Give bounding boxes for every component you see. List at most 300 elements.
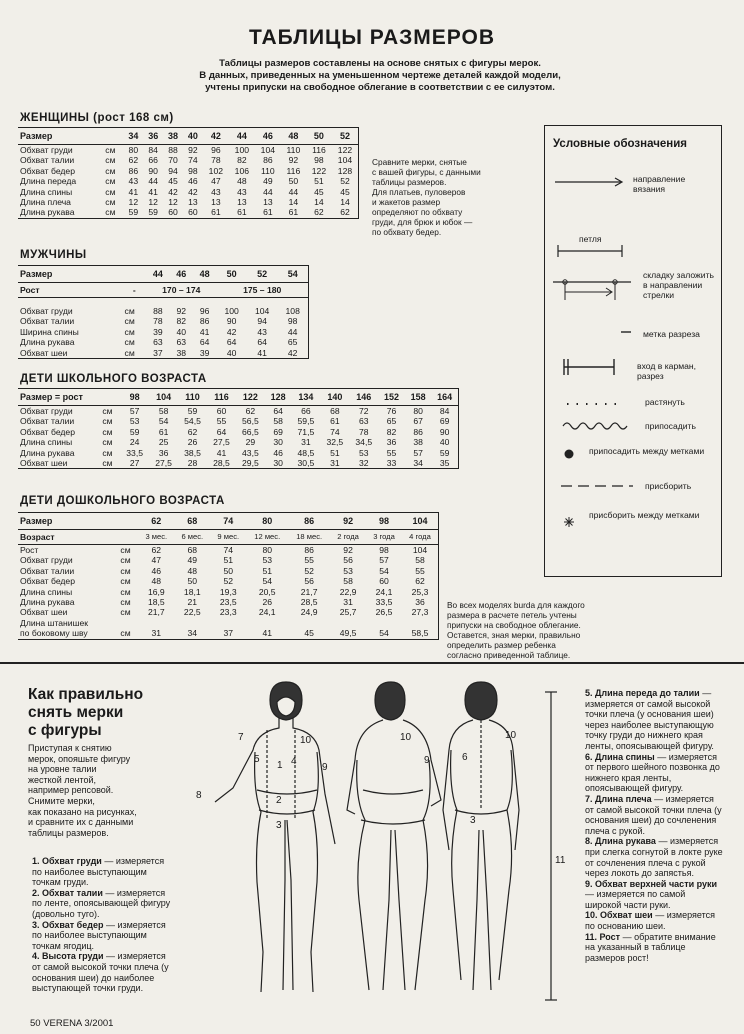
intro-line: мерок, опояшьте фигуру bbox=[28, 753, 131, 764]
row-unit: см bbox=[102, 437, 113, 448]
age-cell: 6 мес. bbox=[174, 530, 210, 545]
table-cell: 31 bbox=[343, 597, 353, 608]
legend-fold: складку заложить в направлении стрелки bbox=[643, 270, 714, 300]
dashed-line-icon bbox=[559, 483, 635, 489]
row-label: Обхват бедер bbox=[20, 165, 75, 176]
note-line: таблицы размеров. bbox=[372, 177, 447, 187]
measurement-text: — измеряется при слегка согнутой в локте руке от сочленения плеча с рукой через локоть до запястья. bbox=[585, 836, 723, 879]
table-cell: 13 bbox=[263, 197, 273, 208]
table-cell: 26,5 bbox=[375, 607, 393, 618]
howto-title-line: с фигуры bbox=[28, 722, 102, 739]
table-row bbox=[18, 437, 458, 447]
size-header: 98 bbox=[366, 513, 402, 530]
table-cell: 56 bbox=[304, 576, 314, 587]
table-cell: 96 bbox=[211, 145, 221, 155]
table-cell: 98 bbox=[188, 165, 198, 176]
table-cell: 69 bbox=[273, 426, 283, 437]
figure-label-11: 11 bbox=[555, 855, 566, 866]
table-cell: 55 bbox=[415, 565, 425, 576]
table-cell: 54 bbox=[379, 565, 389, 576]
row-label: Обхват шеи bbox=[20, 607, 68, 618]
measurement-list-left bbox=[32, 856, 172, 994]
age-cell: 9 мес. bbox=[210, 530, 246, 545]
row-unit: см bbox=[120, 597, 131, 608]
table-cell: 36 bbox=[158, 447, 169, 458]
table-cell: 34 bbox=[413, 458, 423, 469]
row-label: Длина плеча bbox=[20, 197, 71, 208]
table-cell: 108 bbox=[285, 306, 300, 316]
table-cell: 47 bbox=[211, 176, 221, 187]
table-cell: 21,7 bbox=[147, 607, 165, 618]
measurement-text: — измеряется по наиболее выступающим точкам ягодиц. bbox=[32, 919, 166, 951]
table-cell: 92 bbox=[188, 145, 198, 155]
measurement-text: — измеряется по самой широкой части руки. bbox=[585, 889, 686, 910]
table-cell: 34,5 bbox=[355, 437, 373, 448]
table-cell: 13 bbox=[188, 197, 198, 208]
row-label: Обхват шеи bbox=[20, 458, 68, 469]
preschool-note bbox=[447, 600, 607, 660]
table-cell: 60 bbox=[216, 406, 227, 416]
table-cell: 54 bbox=[379, 628, 389, 639]
table-cell: 41 bbox=[199, 326, 210, 337]
table-row bbox=[18, 555, 438, 565]
table-cell: 25,7 bbox=[339, 607, 357, 618]
measurement-text: — измеряется от самой высокой точки плеча (у основания шеи) до сочленения плеча с рукой. bbox=[585, 793, 722, 836]
table-row bbox=[18, 316, 308, 326]
row-unit: см bbox=[102, 416, 113, 427]
age-cell: 3 мес. bbox=[138, 530, 174, 545]
table-cell: 86 bbox=[263, 155, 273, 166]
table-row bbox=[18, 348, 308, 358]
table-cell: 86 bbox=[413, 426, 423, 437]
height-range: 170 – 174 bbox=[146, 283, 216, 298]
legend-title: Условные обозначения bbox=[553, 138, 688, 150]
size-header: 52 bbox=[247, 266, 278, 283]
age-cell: 4 года bbox=[402, 530, 438, 545]
row-label: Рост bbox=[20, 545, 39, 555]
table-cell: 98 bbox=[287, 316, 298, 327]
row-label: Длина рукава bbox=[20, 337, 75, 348]
intro-text bbox=[80, 58, 680, 94]
table-cell: 32,5 bbox=[326, 437, 344, 448]
table-cell: 98 bbox=[314, 155, 324, 166]
row-label: Длина переда bbox=[20, 176, 77, 187]
measurement-item bbox=[585, 910, 723, 931]
row-label: Длина рукава bbox=[20, 597, 75, 608]
table-row bbox=[18, 187, 358, 197]
table-cell: 41 bbox=[216, 447, 227, 458]
pocket-mark-icon bbox=[561, 358, 617, 376]
table-cell: 94 bbox=[168, 165, 178, 176]
table-row bbox=[18, 628, 438, 638]
age-cell: 18 мес. bbox=[288, 530, 330, 545]
height-dash: - bbox=[123, 283, 147, 298]
table-cell: 52 bbox=[304, 565, 314, 576]
table-cell: 25 bbox=[158, 437, 169, 448]
table-cell: 38 bbox=[176, 347, 187, 358]
size-header: 110 bbox=[178, 389, 207, 406]
size-header: 86 bbox=[288, 513, 330, 530]
legend-pocket: вход в карман, разрез bbox=[637, 361, 697, 381]
figure-label-6: 6 bbox=[462, 752, 468, 763]
table-cell: 34 bbox=[187, 628, 198, 639]
row-label: Обхват талии bbox=[20, 565, 75, 576]
table-cell: 65 bbox=[287, 337, 298, 348]
table-cell: 51 bbox=[314, 176, 324, 187]
table-cell: 64 bbox=[216, 426, 227, 437]
table-row bbox=[18, 166, 358, 176]
table-cell: 13 bbox=[211, 197, 221, 208]
age-label: Возраст bbox=[18, 530, 138, 545]
table-cell: 22,9 bbox=[339, 586, 357, 597]
table-cell: 106 bbox=[234, 165, 250, 176]
table-cell: 58 bbox=[158, 406, 169, 416]
size-header: 68 bbox=[174, 513, 210, 530]
table-cell: 21 bbox=[187, 597, 198, 608]
table-cell: 50 bbox=[288, 176, 299, 187]
row-unit: см bbox=[105, 145, 116, 155]
table-cell: 18,5 bbox=[147, 597, 165, 608]
asterisk-icon bbox=[563, 516, 575, 528]
figure-label-9-side: 9 bbox=[424, 755, 430, 766]
table-row bbox=[18, 416, 458, 426]
legend-ease-between: припосадить между метками bbox=[589, 446, 705, 456]
table-cell: 104 bbox=[260, 145, 276, 155]
table-cell: 55 bbox=[216, 416, 227, 427]
women-title: ЖЕНЩИНЫ (рост 168 см) bbox=[20, 112, 174, 124]
figure-label-10-side: 10 bbox=[400, 732, 412, 743]
size-header: 134 bbox=[291, 389, 320, 406]
table-cell: 66 bbox=[148, 155, 158, 166]
row-unit: см bbox=[102, 426, 113, 437]
table-cell: 26 bbox=[187, 437, 198, 448]
table-cell: 62 bbox=[314, 207, 324, 218]
women-table-box bbox=[18, 127, 359, 219]
table-cell: 94 bbox=[257, 316, 267, 327]
table-cell: 62 bbox=[187, 426, 198, 437]
figure-label-8: 8 bbox=[196, 790, 202, 801]
row-label: Длина спины bbox=[20, 186, 73, 197]
table-cell: 74 bbox=[223, 545, 234, 555]
table-cell: 66,5 bbox=[242, 426, 259, 437]
table-cell: 62 bbox=[128, 155, 139, 166]
intro-line: жесткой лентой, bbox=[28, 774, 97, 785]
figure-label-3-back: 3 bbox=[470, 815, 476, 826]
size-header: 50 bbox=[216, 266, 247, 283]
table-row bbox=[18, 406, 458, 417]
table-cell: 42 bbox=[226, 326, 237, 337]
legend-loop: петля bbox=[579, 234, 602, 244]
women-note bbox=[372, 157, 512, 237]
row-unit: см bbox=[124, 306, 135, 316]
table-cell: 35 bbox=[439, 458, 450, 469]
howto-title-line: снять мерки bbox=[28, 704, 124, 721]
table-cell: 78 bbox=[359, 426, 369, 437]
intro-line: например репсовой. bbox=[28, 785, 114, 796]
table-cell: 22,5 bbox=[183, 607, 201, 618]
table-cell: 44 bbox=[288, 186, 299, 197]
measurement-title: 10. Обхват шеи bbox=[585, 910, 653, 921]
measurement-item bbox=[32, 888, 172, 920]
table-cell: 67 bbox=[413, 416, 423, 427]
table-cell: 30 bbox=[273, 437, 283, 448]
table-cell: 53 bbox=[129, 416, 140, 427]
size-header: 92 bbox=[330, 513, 366, 530]
table-cell: 14 bbox=[314, 197, 324, 208]
intro-line: учтены припуски на свободное облегание в соответствии с ее силуэтом. bbox=[205, 82, 555, 93]
spacer-cell bbox=[18, 298, 308, 307]
table-cell: 13 bbox=[237, 197, 247, 208]
row-unit: см bbox=[120, 545, 131, 555]
figure-label-10: 10 bbox=[300, 735, 312, 746]
size-header: 152 bbox=[378, 389, 405, 406]
table-cell: 45 bbox=[304, 628, 314, 639]
row-unit: см bbox=[120, 628, 131, 639]
table-cell: 86 bbox=[128, 165, 139, 176]
measurement-item bbox=[585, 836, 723, 878]
table-cell: 68 bbox=[330, 406, 340, 416]
size-header: 50 bbox=[306, 128, 332, 145]
table-cell: 110 bbox=[260, 165, 275, 176]
table-cell: 48 bbox=[151, 576, 162, 587]
note-line: размера в расчете петель учтены bbox=[447, 610, 577, 620]
note-line: Во всех моделях burda для каждого bbox=[447, 600, 585, 610]
section-divider bbox=[0, 662, 744, 664]
table-cell: 32 bbox=[359, 458, 369, 469]
table-cell: 59 bbox=[439, 447, 450, 458]
age-cell: 3 года bbox=[366, 530, 402, 545]
empty-cell bbox=[138, 618, 438, 628]
table-cell: 38 bbox=[413, 437, 423, 448]
table-cell: 45 bbox=[314, 186, 324, 197]
legend-direction: направление вязания bbox=[633, 174, 686, 194]
women-table bbox=[18, 128, 358, 218]
table-cell: 38,5 bbox=[184, 447, 201, 458]
table-row bbox=[18, 545, 438, 556]
row-unit: см bbox=[105, 207, 116, 218]
figure-label-4: 4 bbox=[291, 756, 297, 767]
table-cell: 64 bbox=[273, 406, 283, 416]
measurement-text: — обратите внимание на указанный в таблице размеров рост! bbox=[585, 931, 716, 963]
row-unit: см bbox=[120, 576, 131, 587]
table-cell: 24 bbox=[129, 437, 140, 448]
measurement-title: 6. Длина спины bbox=[585, 751, 655, 762]
table-cell: 110 bbox=[286, 145, 301, 155]
table-cell: 47 bbox=[151, 555, 162, 566]
table-cell: 29,5 bbox=[242, 458, 259, 469]
table-cell: 46 bbox=[273, 447, 283, 458]
table-cell: 48 bbox=[187, 565, 198, 576]
table-cell: 62 bbox=[151, 545, 162, 555]
measurement-list-right bbox=[585, 688, 723, 963]
height-label: Рост bbox=[18, 283, 123, 298]
table-cell: 62 bbox=[415, 576, 425, 587]
row-label: Ширина спины bbox=[20, 326, 79, 337]
row-label: Обхват груди bbox=[20, 306, 73, 316]
table-cell: 96 bbox=[199, 306, 210, 316]
table-row bbox=[18, 597, 438, 607]
men-table-box bbox=[18, 265, 309, 359]
size-header: 122 bbox=[236, 389, 265, 406]
measurement-text: — измеряется от самой высокой точки плеча (у основания шеи) через наиболее выступающую точку груди до нижнего края ленты, опоясывающей фигуру. bbox=[585, 688, 714, 751]
measurement-title: 2. Обхват талии bbox=[32, 887, 103, 898]
table-cell: 12 bbox=[148, 197, 158, 208]
measurement-title: 3. Обхват бедер bbox=[32, 919, 104, 930]
table-cell: 58,5 bbox=[411, 628, 429, 639]
table-cell: 116 bbox=[312, 145, 326, 155]
table-cell: 43 bbox=[211, 186, 221, 197]
note-line: Для платьев, пуловеров bbox=[372, 187, 466, 197]
size-header: 146 bbox=[349, 389, 378, 406]
table-cell: 51 bbox=[330, 447, 340, 458]
table-header-row bbox=[18, 128, 358, 145]
table-cell: 62 bbox=[245, 406, 256, 416]
row-unit: см bbox=[102, 447, 113, 458]
table-cell: 60 bbox=[168, 207, 178, 218]
table-cell: 27,3 bbox=[411, 607, 429, 618]
table-cell: 128 bbox=[337, 165, 353, 176]
intro-line: таблицы размеров. bbox=[28, 827, 109, 838]
header-label: Размер bbox=[18, 513, 138, 530]
row-unit: см bbox=[124, 347, 135, 358]
table-cell: 104 bbox=[412, 545, 428, 555]
measurement-title: 9. Обхват верхней части руки bbox=[585, 878, 718, 889]
measurement-item bbox=[585, 688, 723, 752]
legend-stitch-between: присборить между метками bbox=[589, 510, 700, 520]
height-range: 175 – 180 bbox=[216, 283, 308, 298]
table-cell: 80 bbox=[128, 145, 139, 155]
table-cell: 78 bbox=[211, 155, 221, 166]
table-cell: 45 bbox=[168, 176, 178, 187]
header-label: Размер = рост bbox=[18, 389, 120, 406]
measurement-text: — измеряется по основанию шеи. bbox=[585, 910, 715, 932]
table-cell: 59,5 bbox=[297, 416, 315, 427]
measurement-title: 8. Длина рукава bbox=[585, 836, 656, 847]
figure-label-10-back: 10 bbox=[505, 730, 517, 741]
table-row bbox=[18, 607, 438, 617]
table-cell: 25,3 bbox=[411, 586, 429, 597]
howto-title-line: Как правильно bbox=[28, 686, 144, 703]
table-cell: 76 bbox=[386, 406, 397, 416]
figure-label-9: 9 bbox=[322, 762, 328, 773]
loop-line-icon bbox=[555, 244, 625, 258]
size-header: 46 bbox=[170, 266, 193, 283]
table-cell: 84 bbox=[439, 406, 450, 416]
table-cell: 54 bbox=[262, 576, 272, 587]
size-header: 44 bbox=[229, 128, 255, 145]
measurement-title: 4. Высота груди bbox=[32, 951, 104, 962]
intro-line: как показано на рисунках, bbox=[28, 806, 137, 817]
table-header-row bbox=[18, 266, 308, 283]
measurement-text: — измеряется по ленте, опоясывающей фигуру (довольно туго). bbox=[32, 887, 171, 919]
table-cell: 40 bbox=[176, 326, 187, 337]
table-cell: 41 bbox=[257, 347, 267, 358]
page-footer: 50 VERENA 3/2001 bbox=[30, 1018, 114, 1029]
table-cell: 61 bbox=[263, 207, 273, 218]
table-cell: 55 bbox=[386, 447, 397, 458]
table-cell: 102 bbox=[208, 165, 224, 176]
row-unit: см bbox=[120, 586, 131, 597]
size-header: 164 bbox=[431, 389, 458, 406]
table-cell: 36 bbox=[386, 437, 397, 448]
table-row bbox=[18, 197, 358, 207]
table-cell: 58 bbox=[273, 416, 283, 427]
size-header: 36 bbox=[143, 128, 163, 145]
size-header: 40 bbox=[183, 128, 203, 145]
table-cell: 50 bbox=[223, 565, 234, 576]
table-cell: 74 bbox=[330, 426, 340, 437]
table-cell: 86 bbox=[199, 316, 210, 327]
row-label: Длина рукава bbox=[20, 447, 75, 458]
table-cell: 56,5 bbox=[242, 416, 259, 427]
note-line: определяют по обхвату bbox=[372, 207, 463, 217]
row-unit: см bbox=[120, 565, 131, 576]
table-cell: 69 bbox=[439, 416, 450, 427]
table-cell: 90 bbox=[148, 165, 158, 176]
table-cell: 40 bbox=[226, 347, 237, 358]
table-cell: 29 bbox=[245, 437, 256, 448]
height-row bbox=[18, 283, 308, 298]
row-label: Длина рукава bbox=[20, 207, 75, 218]
table-cell: 27,5 bbox=[213, 437, 230, 448]
table-cell: 19,3 bbox=[219, 586, 237, 597]
table-cell: 18,1 bbox=[183, 586, 201, 597]
notch-mark-icon bbox=[621, 329, 633, 335]
table-cell: 92 bbox=[288, 155, 299, 166]
measurement-item bbox=[32, 951, 172, 993]
table-cell: 28 bbox=[187, 458, 198, 469]
table-cell: 122 bbox=[337, 145, 353, 155]
table-cell: 41 bbox=[262, 628, 272, 639]
table-cell: 44 bbox=[263, 186, 273, 197]
table-cell: 122 bbox=[311, 165, 327, 176]
size-header: 104 bbox=[149, 389, 178, 406]
table-cell: 59 bbox=[129, 426, 140, 437]
table-cell: 57 bbox=[129, 406, 140, 416]
figure-label-2: 2 bbox=[276, 795, 282, 806]
table-cell: 58 bbox=[343, 576, 353, 587]
table-cell: 53 bbox=[359, 447, 369, 458]
row-unit: см bbox=[124, 337, 135, 348]
table-cell: 16,9 bbox=[147, 586, 165, 597]
table-cell: 39 bbox=[153, 326, 163, 337]
table-cell: 98 bbox=[379, 545, 389, 555]
table-cell: 60 bbox=[379, 576, 389, 587]
preschool-table bbox=[18, 513, 438, 639]
table-row bbox=[18, 576, 438, 586]
table-row bbox=[18, 306, 308, 316]
table-cell: 30,5 bbox=[297, 458, 315, 469]
table-cell: 28,5 bbox=[300, 597, 318, 608]
row-label: Обхват талии bbox=[20, 155, 75, 166]
figure-label-5: 5 bbox=[254, 754, 260, 765]
table-cell: 46 bbox=[188, 176, 198, 187]
table-cell: 51 bbox=[262, 565, 272, 576]
table-cell: 41 bbox=[128, 186, 139, 197]
row-unit: см bbox=[124, 326, 135, 337]
row-label: Обхват талии bbox=[20, 416, 75, 427]
size-header: 44 bbox=[146, 266, 169, 283]
table-cell: 55 bbox=[304, 555, 314, 566]
table-cell: 44 bbox=[287, 326, 298, 337]
table-cell: 86 bbox=[304, 545, 314, 555]
size-header: 128 bbox=[265, 389, 292, 406]
table-cell: 88 bbox=[153, 306, 163, 316]
note-line: и жакетов размер bbox=[372, 197, 441, 207]
legend-ease: припосадить bbox=[645, 421, 696, 431]
table-cell: 61 bbox=[158, 426, 169, 437]
preschool-title: ДЕТИ ДОШКОЛЬНОГО ВОЗРАСТА bbox=[20, 495, 225, 507]
